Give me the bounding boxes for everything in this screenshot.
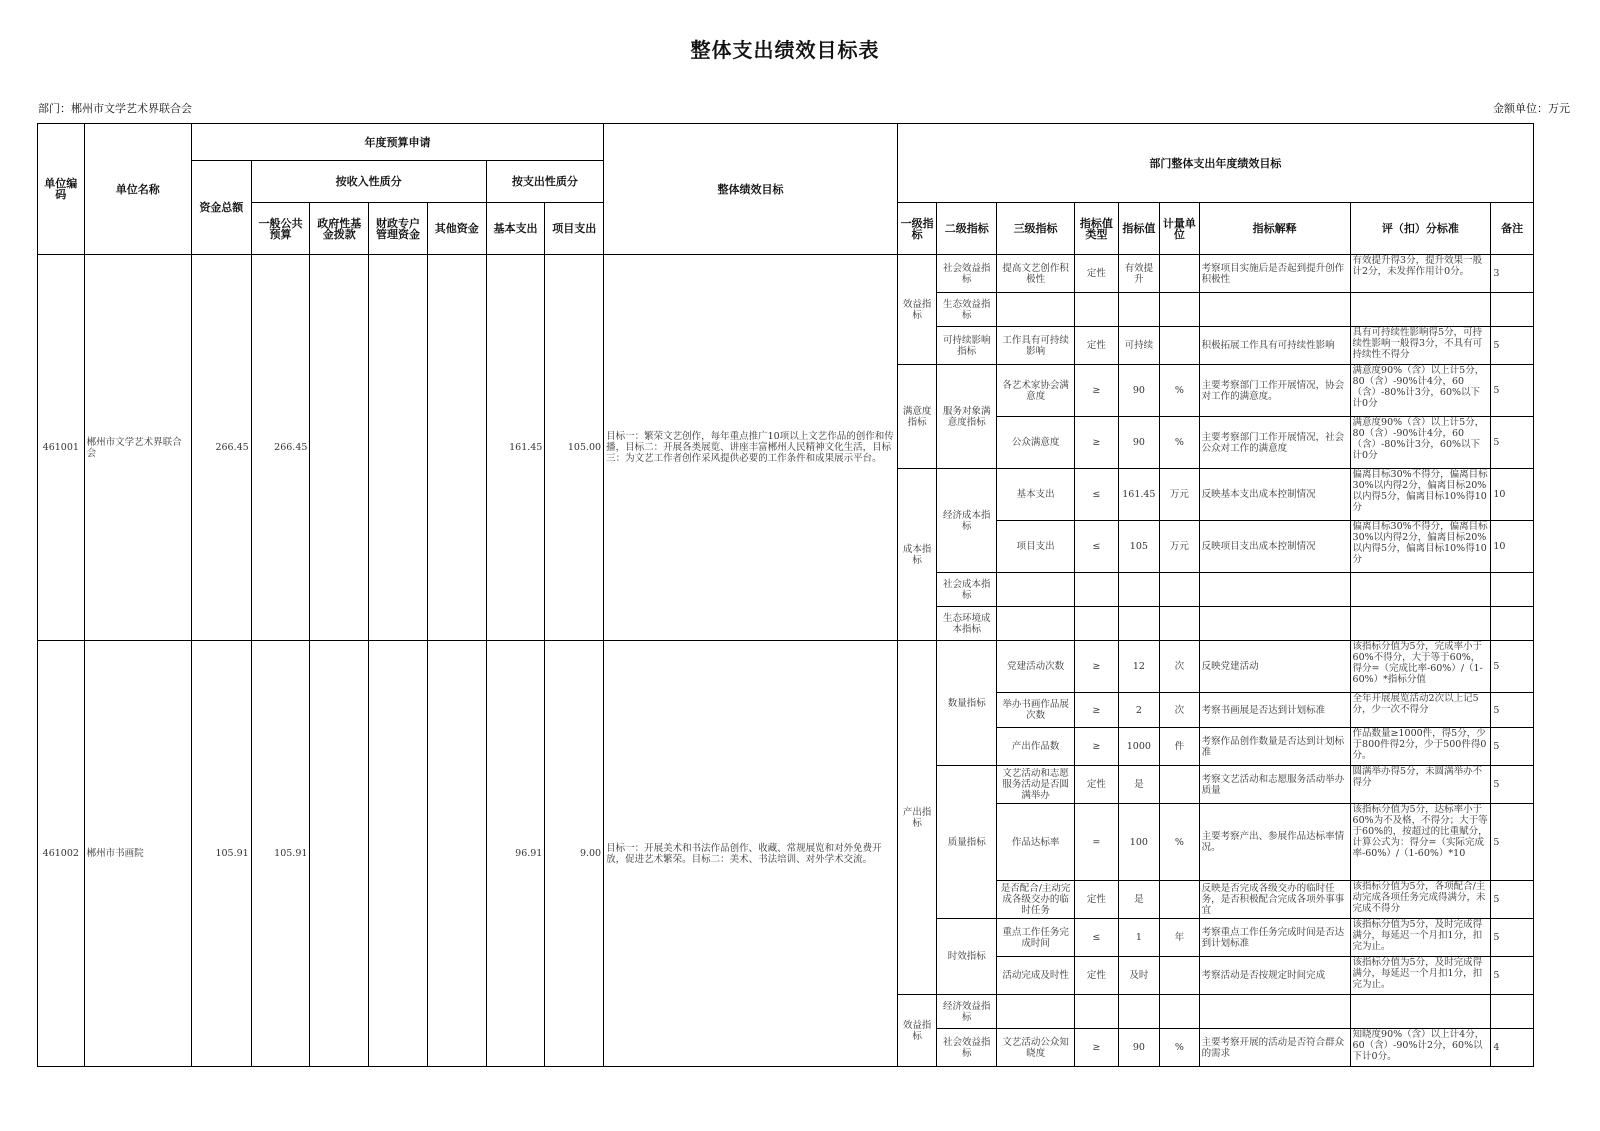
indicator-value: 2 [1118, 693, 1160, 728]
remark: 5 [1491, 365, 1534, 417]
remark: 10 [1491, 521, 1534, 573]
header-overall-goal: 整体绩效目标 [604, 124, 898, 255]
scoring-standard [1350, 804, 1491, 881]
indicator-explanation: 主要考察部门工作开展情况，社会公众对工作的满意度 [1199, 417, 1350, 469]
level3-text: 是否配合/主动完成各级交办的临时任务 [1000, 883, 1071, 916]
scoring-text: 该指标分值为5分，及时完成得满分，每延迟一个月扣1分，扣完为止。 [1352, 957, 1483, 990]
level2-indicator: 社会效益指标 [937, 1029, 997, 1067]
header-other-funds: 其他资金 [427, 203, 486, 255]
level1-indicator: 产出指标 [897, 641, 937, 995]
measure-unit [1160, 327, 1200, 365]
explanation-text: 反映是否完成各级交办的临时任务，是否积极配合完成各项外事事宜 [1201, 883, 1345, 916]
scoring-text: 满意度90%（含）以上计5分，80（含）-90%计4分，60（含）-80%计3分，60%以下计0分 [1352, 417, 1485, 461]
scoring-standard [1350, 693, 1491, 728]
indicator-value: 90 [1118, 417, 1160, 469]
level2-indicator: 数量指标 [937, 641, 997, 766]
unit-name: 郴州市书画院 [84, 641, 191, 1067]
scoring-text: 全年开展展览活动2次以上记5分，少一次不得分 [1352, 693, 1479, 715]
measure-unit: 次 [1160, 693, 1200, 728]
measure-unit: 万元 [1160, 521, 1200, 573]
table-row [38, 641, 1534, 693]
indicator-explanation: 主要考察开展的活动是否符合群众的需求 [1199, 1029, 1350, 1067]
measure-unit [1160, 881, 1200, 919]
value-type: ≤ [1075, 919, 1119, 957]
scoring-text: 有效提升得3分，提升效果一般计2分，未发挥作用计0分。 [1352, 255, 1483, 277]
scoring-text: 偏离目标30%不得分，偏离目标30%以内得2分，偏离目标20%以内得5分，偏离目标10%得10分 [1352, 469, 1488, 513]
measure-unit: % [1160, 804, 1200, 881]
level3-indicator: 文艺活动公众知晓度 [997, 1029, 1075, 1067]
header-explanation: 指标解释 [1199, 203, 1350, 255]
remark: 5 [1491, 693, 1534, 728]
indicator-explanation: 反映项目支出成本控制情况 [1199, 521, 1350, 573]
scoring-standard [1350, 327, 1491, 365]
scoring-text: 该指标分值为5分，完成率小于60%不得分，大于等于60%，得分=（完成比率-60%）/（1-60%）*指标分值 [1352, 641, 1483, 685]
header-annual-budget: 年度预算申请 [191, 124, 603, 161]
unit-basic-expense: 161.45 [486, 255, 545, 641]
header-unit-code: 单位编码 [38, 124, 85, 255]
unit-overall-goal: 目标一：繁荣文艺创作，每年重点推广10项以上文艺作品的创作和传播，目标二：开展各类展览、讲座丰富郴州人民精神文化生活，目标三：为文艺工作者创作采风提供必要的工作条件和成果展示平台。 [604, 255, 898, 641]
scoring-standard [1350, 919, 1491, 957]
unit-overall-goal: 目标一：开展美术和书法作品创作、收藏、常规展览和对外免费开放，促进艺术繁荣。目标二：美术、书法培训、对外学术交流。 [604, 641, 898, 1067]
scoring-standard [1350, 365, 1491, 417]
level2-indicator: 质量指标 [937, 766, 997, 919]
unit-general-budget: 105.91 [251, 641, 310, 1067]
indicator-explanation: 主要考察部门工作开展情况，协会对工作的满意度。 [1199, 365, 1350, 417]
level3-indicator: 工作具有可持续影响 [997, 327, 1075, 365]
value-type: ≥ [1075, 693, 1119, 728]
unit-project-expense: 105.00 [545, 255, 604, 641]
page-title: 整体支出绩效目标表 [690, 38, 880, 62]
value-type: 定性 [1075, 881, 1119, 919]
scoring-standard [1350, 766, 1491, 804]
scoring-text: 该指标分值为5分，各项配合/主动完成各项任务完成得满分，未完成不得分 [1352, 881, 1486, 914]
level2-indicator: 社会效益指标 [937, 255, 997, 293]
scoring-standard [1350, 521, 1491, 573]
indicator-explanation: 反映党建活动 [1199, 641, 1350, 693]
indicator-explanation: 考察重点工作任务完成时间是否达到计划标准 [1199, 919, 1350, 957]
scoring-text: 圆满举办得5分，未圆满举办不得分 [1352, 766, 1483, 788]
measure-unit [1160, 766, 1200, 804]
indicator-value: 1 [1118, 919, 1160, 957]
scoring-standard [1350, 881, 1491, 919]
level3-indicator [997, 881, 1075, 919]
header-basic-expense: 基本支出 [486, 203, 545, 255]
level1-indicator: 满意度指标 [897, 365, 937, 469]
remark: 5 [1491, 728, 1534, 766]
measure-unit: 万元 [1160, 469, 1200, 521]
header-general-budget: 一般公共预算 [251, 203, 310, 255]
level3-indicator: 项目支出 [997, 521, 1075, 573]
indicator-value: 是 [1118, 881, 1160, 919]
indicator-value: 1000 [1118, 728, 1160, 766]
unit-other [427, 641, 486, 1067]
header-unit: 计量单位 [1160, 203, 1200, 255]
indicator-value: 90 [1118, 365, 1160, 417]
level2-indicator: 经济效益指标 [937, 995, 997, 1029]
indicator-explanation: 考察活动是否按规定时间完成 [1199, 957, 1350, 995]
scoring-standard [1350, 728, 1491, 766]
unit-total: 266.45 [191, 255, 251, 641]
measure-unit: % [1160, 1029, 1200, 1067]
indicator-explanation: 考察文艺活动和志愿服务活动举办质量 [1199, 766, 1350, 804]
remark: 5 [1491, 327, 1534, 365]
table-row [38, 255, 1534, 293]
header-total: 资金总额 [191, 161, 251, 255]
header-unit-name: 单位名称 [84, 124, 191, 255]
level2-indicator: 社会成本指标 [937, 573, 997, 607]
level2-indicator: 生态效益指标 [937, 293, 997, 327]
measure-unit: 次 [1160, 641, 1200, 693]
indicator-explanation: 考察作品创作数量是否达到计划标准 [1199, 728, 1350, 766]
value-type: 定性 [1075, 327, 1119, 365]
scoring-standard [1350, 957, 1491, 995]
value-type: ≥ [1075, 641, 1119, 693]
measure-unit [1160, 255, 1200, 293]
unit-gov-fund [310, 255, 369, 641]
indicator-explanation [1199, 881, 1350, 919]
scoring-text: 作品数量≥1000件，得5分，少于800件得2分，少于500件得0分。 [1352, 728, 1487, 761]
unit-total: 105.91 [191, 641, 251, 1067]
value-type: ≥ [1075, 1029, 1119, 1067]
level3-text: 文艺活动和志愿服务活动是否圆满举办 [1002, 768, 1069, 801]
indicator-value: 及时 [1118, 957, 1160, 995]
scoring-text: 偏离目标30%不得分，偏离目标30%以内得2分，偏离目标20%以内得5分，偏离目标10%得10分 [1352, 521, 1488, 565]
indicator-explanation: 反映基本支出成本控制情况 [1199, 469, 1350, 521]
unit-code: 461002 [38, 641, 85, 1067]
unit-fiscal [369, 255, 428, 641]
value-type: = [1075, 804, 1119, 881]
indicator-explanation: 考察项目实施后是否起到提升创作积极性 [1199, 255, 1350, 293]
header-value: 指标值 [1118, 203, 1160, 255]
scoring-text: 具有可持续性影响得5分，可持续性影响一般得3分，不具有可持续性不得分 [1352, 327, 1483, 360]
measure-unit: % [1160, 365, 1200, 417]
indicator-value: 90 [1118, 1029, 1160, 1067]
level2-indicator: 生态环境成本指标 [937, 607, 997, 641]
level3-indicator: 重点工作任务完成时间 [997, 919, 1075, 957]
level3-indicator: 各艺术家协会满意度 [997, 365, 1075, 417]
header-level3: 三级指标 [997, 203, 1075, 255]
measure-unit: 年 [1160, 919, 1200, 957]
level2-indicator: 服务对象满意度指标 [937, 365, 997, 469]
header-project-expense: 项目支出 [545, 203, 604, 255]
unit-general-budget: 266.45 [251, 255, 310, 641]
unit-basic-expense: 96.91 [486, 641, 545, 1067]
scoring-standard [1350, 255, 1491, 293]
unit-code: 461001 [38, 255, 85, 641]
value-type: ≤ [1075, 521, 1119, 573]
measure-unit [1160, 957, 1200, 995]
remark: 5 [1491, 957, 1534, 995]
scoring-standard [1350, 417, 1491, 469]
level3-indicator: 产出作品数 [997, 728, 1075, 766]
indicator-value: 可持续 [1118, 327, 1160, 365]
level3-indicator: 公众满意度 [997, 417, 1075, 469]
header-fiscal-account: 财政专户管理资金 [369, 203, 428, 255]
level2-indicator: 时效指标 [937, 919, 997, 995]
remark: 5 [1491, 919, 1534, 957]
header-by-expense: 按支出性质分 [486, 161, 603, 203]
header-level2: 二级指标 [937, 203, 997, 255]
scoring-standard [1350, 469, 1491, 521]
unit-project-expense: 9.00 [545, 641, 604, 1067]
amount-unit-label: 金额单位：万元 [1493, 102, 1570, 115]
level2-indicator: 可持续影响指标 [937, 327, 997, 365]
indicator-explanation: 主要考察产出、参展作品达标率情况。 [1199, 804, 1350, 881]
remark: 5 [1491, 766, 1534, 804]
remark: 5 [1491, 641, 1534, 693]
header-gov-fund: 政府性基金拨款 [310, 203, 369, 255]
remark: 5 [1491, 881, 1534, 919]
remark: 5 [1491, 804, 1534, 881]
value-type: 定性 [1075, 957, 1119, 995]
indicator-value: 12 [1118, 641, 1160, 693]
scoring-standard [1350, 641, 1491, 693]
indicator-value: 105 [1118, 521, 1160, 573]
value-type: ≤ [1075, 469, 1119, 521]
indicator-value: 100 [1118, 804, 1160, 881]
measure-unit: % [1160, 417, 1200, 469]
remark: 3 [1491, 255, 1534, 293]
level1-indicator: 效益指标 [897, 995, 937, 1067]
header-dept-goal: 部门整体支出年度绩效目标 [897, 124, 1533, 203]
header-level1: 一级指标 [897, 203, 937, 255]
scoring-text: 该指标分值为5分，达标率小于60%为不及格，不得分；大于等于60%的，按超过的比重赋分，计算公式为：得分=（实际完成率-60%）/（1-60%）*10 [1352, 804, 1488, 859]
level1-indicator: 成本指标 [897, 469, 937, 641]
level3-indicator [997, 766, 1075, 804]
performance-table [37, 123, 1534, 1067]
scoring-text: 知晓度90%（含）以上计4分，60（含）-90%计2分，60%以下计0分。 [1352, 1029, 1485, 1062]
remark: 4 [1491, 1029, 1534, 1067]
indicator-value: 是 [1118, 766, 1160, 804]
unit-gov-fund [310, 641, 369, 1067]
level1-indicator: 效益指标 [897, 255, 937, 365]
scoring-standard [1350, 1029, 1491, 1067]
indicator-explanation: 考察书画展是否达到计划标准 [1199, 693, 1350, 728]
unit-fiscal [369, 641, 428, 1067]
indicator-value: 161.45 [1118, 469, 1160, 521]
level3-indicator: 党建活动次数 [997, 641, 1075, 693]
value-type: 定性 [1075, 766, 1119, 804]
remark: 5 [1491, 417, 1534, 469]
indicator-value: 有效提升 [1118, 255, 1160, 293]
header-by-income: 按收入性质分 [251, 161, 486, 203]
level3-indicator: 活动完成及时性 [997, 957, 1075, 995]
header-remark: 备注 [1491, 203, 1534, 255]
value-type: ≥ [1075, 417, 1119, 469]
unit-other [427, 255, 486, 641]
level3-indicator: 基本支出 [997, 469, 1075, 521]
remark: 10 [1491, 469, 1534, 521]
scoring-text: 满意度90%（含）以上计5分，80（含）-90%计4分，60（含）-80%计3分，60%以下计0分 [1352, 365, 1485, 409]
measure-unit: 件 [1160, 728, 1200, 766]
unit-name: 郴州市文学艺术界联合会 [84, 255, 191, 641]
department-label: 部门：郴州市文学艺术界联合会 [38, 102, 192, 115]
level2-indicator: 经济成本指标 [937, 469, 997, 573]
value-type: ≥ [1075, 728, 1119, 766]
value-type: 定性 [1075, 255, 1119, 293]
value-type: ≥ [1075, 365, 1119, 417]
indicator-explanation: 积极拓展工作具有可持续性影响 [1199, 327, 1350, 365]
header-scoring: 评（扣）分标准 [1350, 203, 1491, 255]
scoring-text: 该指标分值为5分，及时完成得满分，每延迟一个月扣1分，扣完为止。 [1352, 919, 1483, 952]
level3-indicator: 作品达标率 [997, 804, 1075, 881]
header-value-type: 指标值类型 [1075, 203, 1119, 255]
level3-indicator: 举办书画作品展次数 [997, 693, 1075, 728]
level3-indicator: 提高文艺创作积极性 [997, 255, 1075, 293]
